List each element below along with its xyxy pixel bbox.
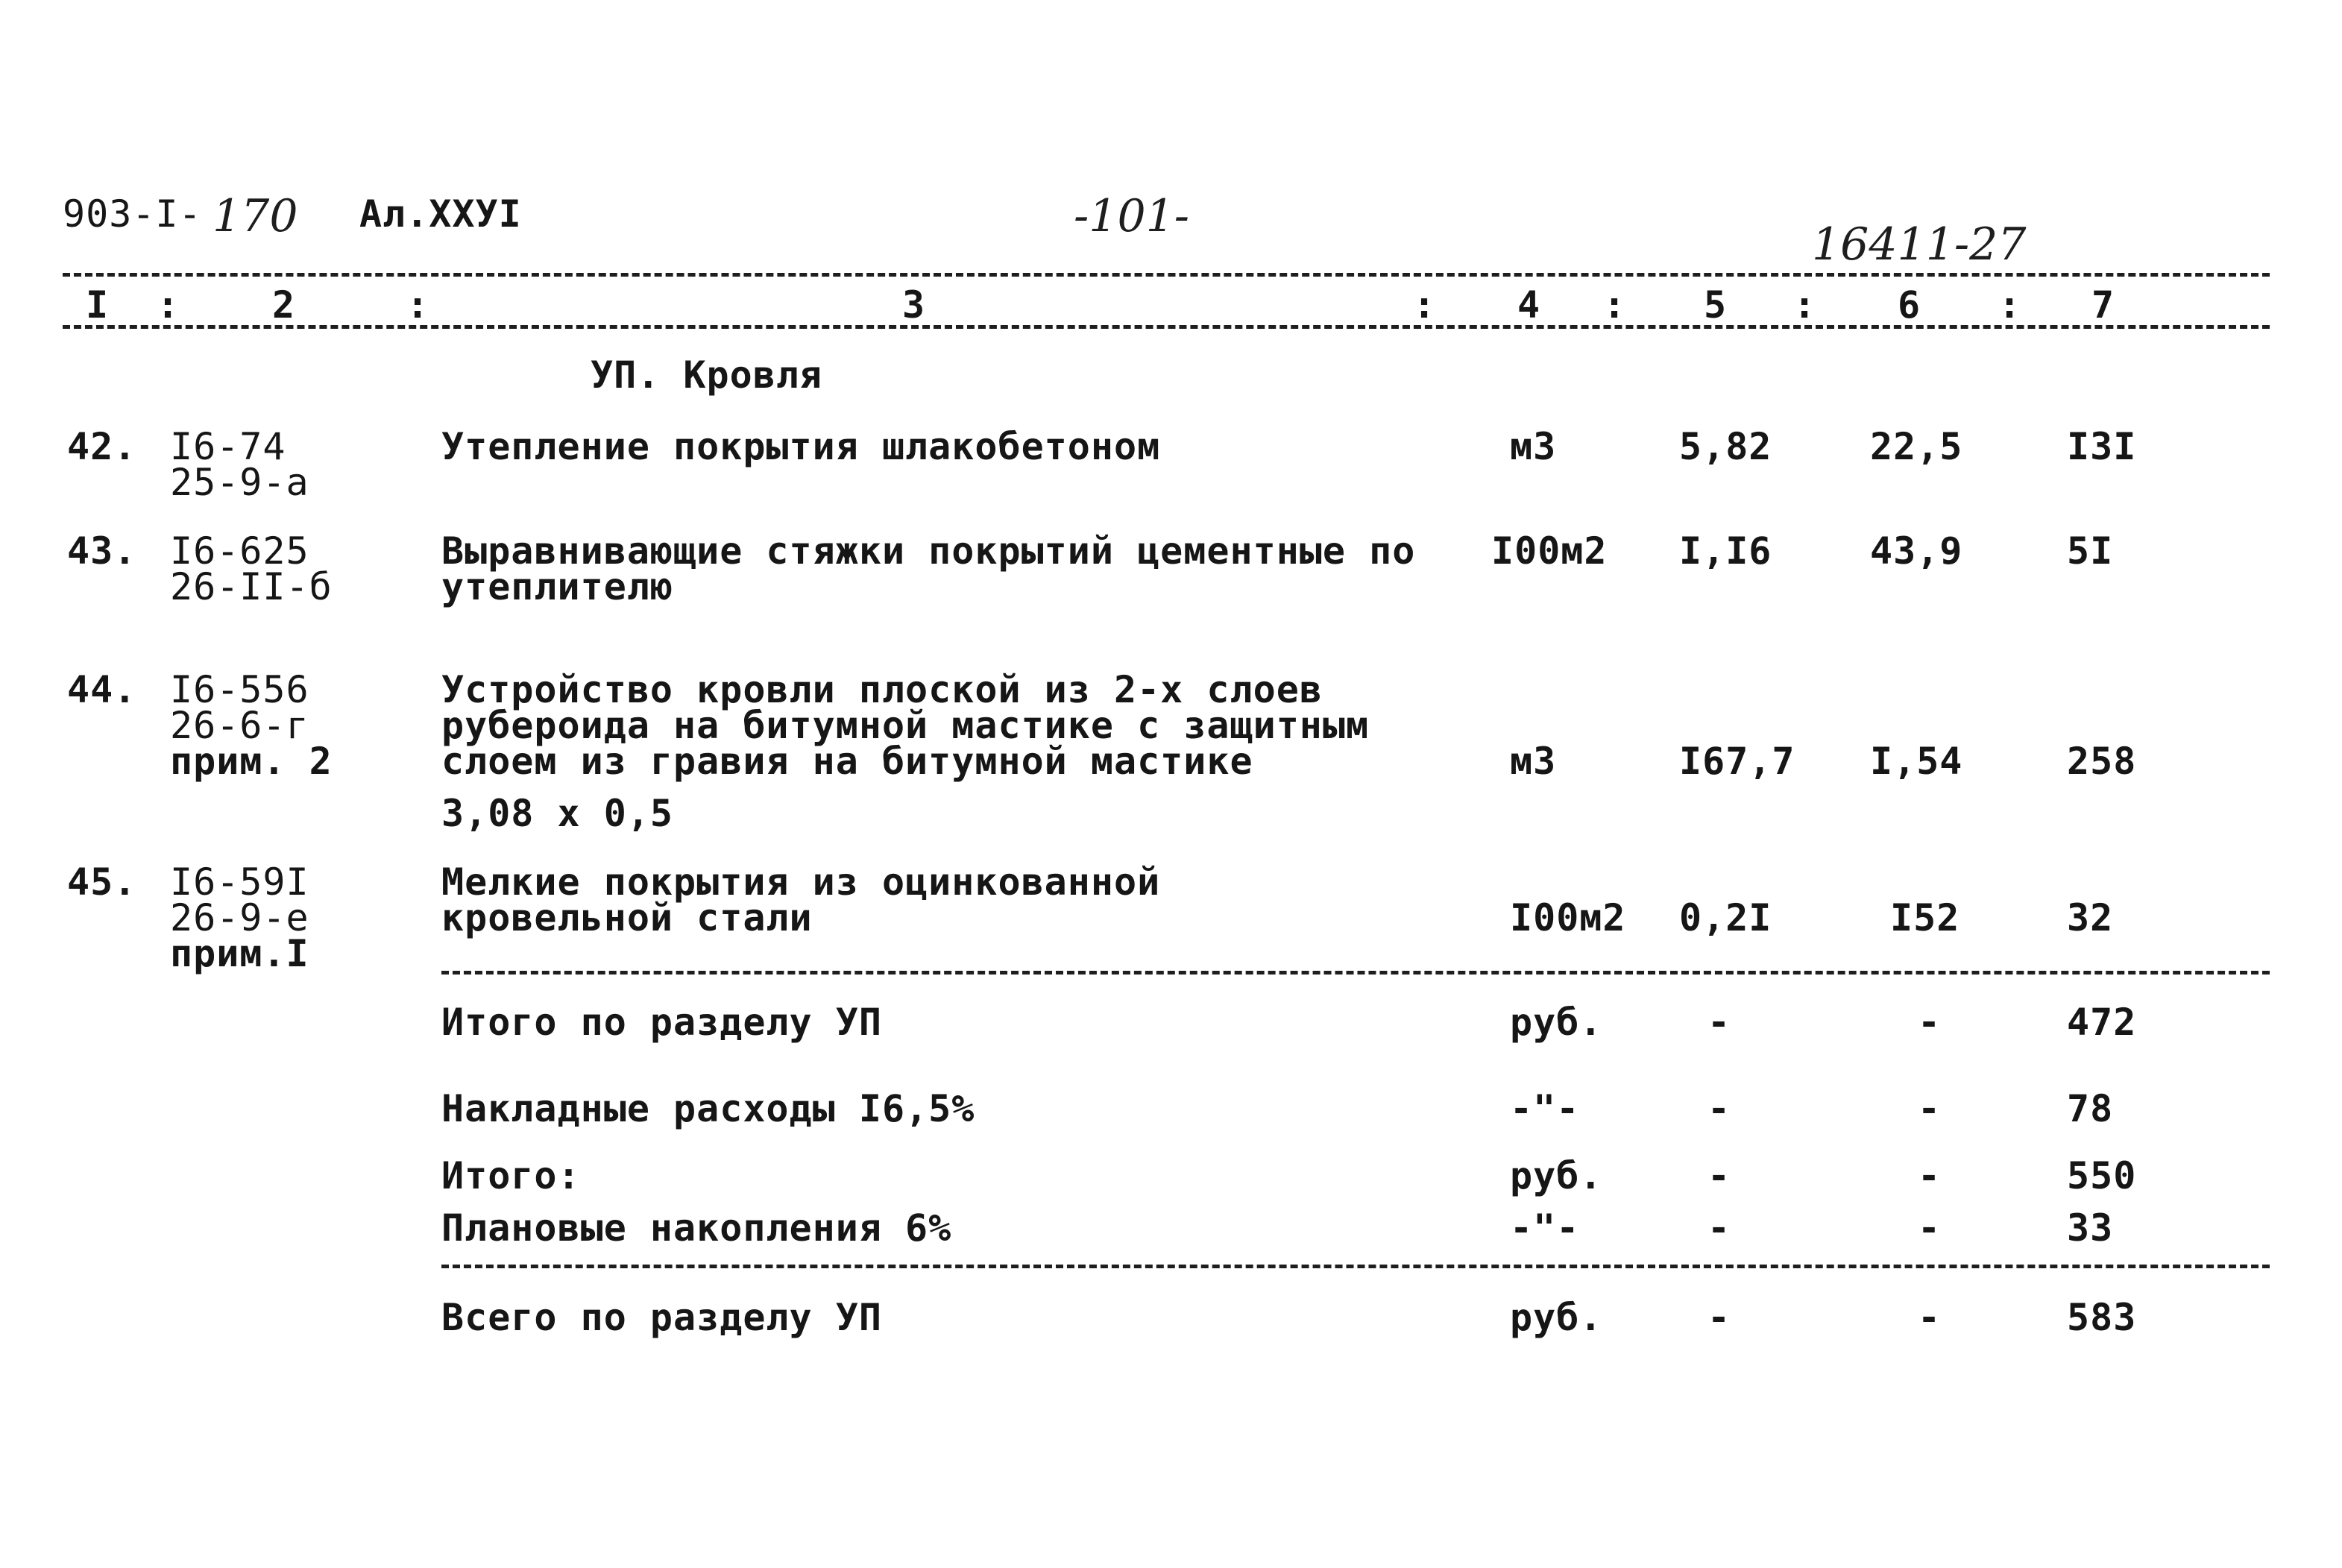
col-sep: : xyxy=(1793,283,1817,327)
summary-price: - xyxy=(1918,1154,1942,1197)
row-price: 43,9 xyxy=(1870,529,1963,573)
row-code: 26-6-г xyxy=(170,704,309,747)
row-code: прим. 2 xyxy=(170,740,333,783)
row-total: I3I xyxy=(2067,425,2137,468)
summary-top-rule xyxy=(441,971,2270,975)
row-number: 44. xyxy=(67,668,137,711)
row-qty: 0,2I xyxy=(1679,896,1772,939)
doc-code: 903-I- xyxy=(63,192,202,236)
summary-label: Итого по разделу УП xyxy=(441,1001,882,1044)
row-unit: м3 xyxy=(1510,740,1557,783)
row-code: I6-59I xyxy=(170,860,309,904)
row-description: рубероида на битумной мастике с защитным xyxy=(441,704,1370,747)
row-number: 42. xyxy=(67,425,137,468)
summary-price: - xyxy=(1918,1206,1942,1250)
row-description: Выравнивающие стяжки покрытий цементные по xyxy=(441,529,1416,573)
col-header-1: I xyxy=(85,283,109,327)
summary-qty: - xyxy=(1707,1206,1731,1250)
row-qty: I67,7 xyxy=(1679,740,1795,783)
row-unit: I00м2 xyxy=(1510,896,1626,939)
col-sep: : xyxy=(406,283,430,327)
summary-total: 550 xyxy=(2067,1154,2137,1197)
row-code: I6-74 xyxy=(170,425,286,468)
row-number: 45. xyxy=(67,860,137,904)
doc-code-handwritten: 170 xyxy=(213,190,298,242)
col-header-5: 5 xyxy=(1703,283,1727,327)
row-description: кровельной стали xyxy=(441,896,813,939)
row-description: Утепление покрытия шлакобетоном xyxy=(441,425,1161,468)
col-sep: : xyxy=(1998,283,2022,327)
col-header-6: 6 xyxy=(1897,283,1921,327)
row-price: I,54 xyxy=(1870,740,1963,783)
row-code: 26-9-е xyxy=(170,896,309,939)
summary-unit: руб. xyxy=(1510,1001,1603,1044)
summary-qty: - xyxy=(1707,1154,1731,1197)
grand-total-value: 583 xyxy=(2067,1296,2137,1339)
grand-total-rule xyxy=(441,1265,2270,1268)
row-formula: 3,08 х 0,5 xyxy=(441,792,674,835)
col-header-2: 2 xyxy=(271,283,295,327)
summary-total: 472 xyxy=(2067,1001,2137,1044)
summary-label: Плановые накопления 6% xyxy=(441,1206,952,1250)
row-number: 43. xyxy=(67,529,137,573)
header-bottom-rule xyxy=(63,325,2270,329)
row-total: 32 xyxy=(2067,896,2114,939)
col-sep: : xyxy=(1413,283,1437,327)
row-code: 26-II-б xyxy=(170,565,333,608)
summary-label: Итого: xyxy=(441,1154,581,1197)
row-code: прим.I xyxy=(170,932,309,975)
summary-price: - xyxy=(1918,1087,1942,1130)
summary-unit: -"- xyxy=(1510,1087,1580,1130)
col-header-3: 3 xyxy=(901,283,925,327)
col-sep: : xyxy=(157,283,180,327)
grand-total-qty: - xyxy=(1707,1296,1731,1339)
row-price: 22,5 xyxy=(1870,425,1963,468)
stamp-number: 16411-27 xyxy=(1812,218,2027,271)
row-qty: I,I6 xyxy=(1679,529,1772,573)
row-description: слоем из гравия на битумной мастике xyxy=(441,740,1253,783)
header-top-rule xyxy=(63,273,2270,277)
col-sep: : xyxy=(1603,283,1627,327)
page-number: -101- xyxy=(1074,190,1190,242)
summary-total: 33 xyxy=(2067,1206,2114,1250)
row-description: Мелкие покрытия из оцинкованной xyxy=(441,860,1161,904)
summary-unit: -"- xyxy=(1510,1206,1580,1250)
row-total: 5I xyxy=(2067,529,2114,573)
row-total: 258 xyxy=(2067,740,2137,783)
summary-qty: - xyxy=(1707,1001,1731,1044)
grand-total-label: Всего по разделу УП xyxy=(441,1296,882,1339)
section-title: УП. Кровля xyxy=(591,353,823,397)
row-code: I6-625 xyxy=(170,529,309,573)
row-description: утеплителю xyxy=(441,565,674,608)
row-code: 25-9-а xyxy=(170,461,309,504)
summary-unit: руб. xyxy=(1510,1154,1603,1197)
row-unit: I00м2 xyxy=(1491,529,1608,573)
summary-price: - xyxy=(1918,1001,1942,1044)
summary-qty: - xyxy=(1707,1087,1731,1130)
row-description: Устройство кровли плоской из 2-х слоев xyxy=(441,668,1323,711)
grand-total-price: - xyxy=(1918,1296,1942,1339)
row-qty: 5,82 xyxy=(1679,425,1772,468)
col-header-7: 7 xyxy=(2091,283,2115,327)
album-number: Ал.XXУI xyxy=(359,192,522,236)
row-code: I6-556 xyxy=(170,668,309,711)
summary-total: 78 xyxy=(2067,1087,2114,1130)
col-header-4: 4 xyxy=(1517,283,1540,327)
row-unit: м3 xyxy=(1510,425,1557,468)
summary-label: Накладные расходы I6,5% xyxy=(441,1087,975,1130)
grand-total-unit: руб. xyxy=(1510,1296,1603,1339)
row-price: I52 xyxy=(1890,896,1960,939)
